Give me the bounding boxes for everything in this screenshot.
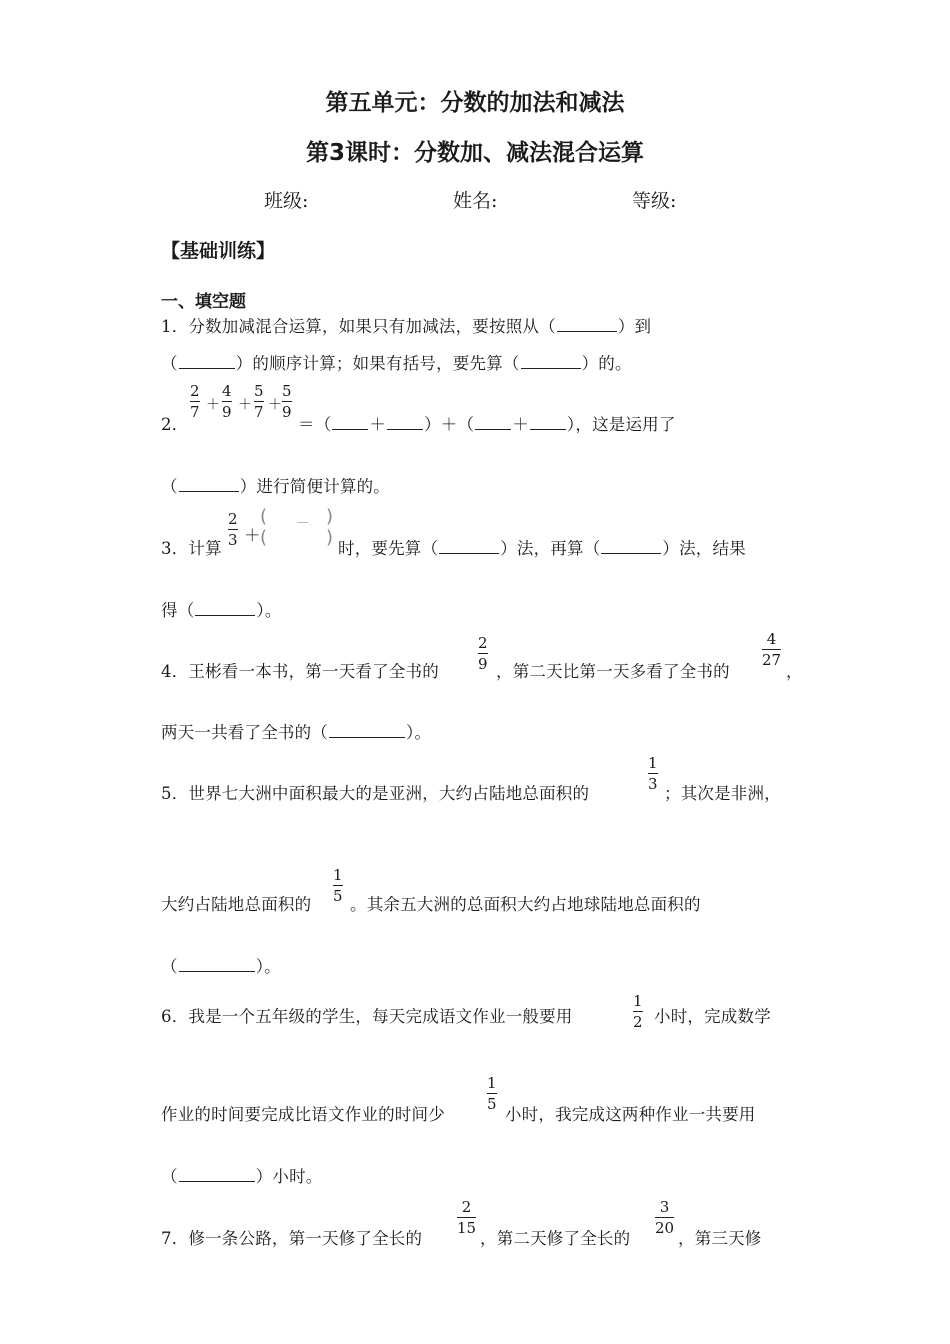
q2-fraction-3: $\frac{5}{7}$: [254, 382, 264, 421]
q2-text-d: ）进行简便计算的。: [239, 477, 391, 496]
q3-text-e: ）。: [256, 601, 282, 620]
q4-text-e: ）。: [406, 723, 432, 742]
q6-blank-1[interactable]: [179, 1167, 255, 1182]
q7-text-a: 7．修一条公路，第一天修了全长的: [161, 1229, 423, 1248]
q2-plus-4: ＋: [369, 415, 387, 434]
q2-mid: ）＋（: [424, 415, 475, 434]
q1-line1: [161, 313, 651, 337]
q3-paren-close: ) ): [326, 506, 334, 548]
q6-text-d: 小时，我完成这两种作业一共要用: [505, 1105, 756, 1124]
q4-line2: [161, 719, 431, 743]
q2-plus-2: ＋: [238, 397, 253, 413]
q7-fraction-2: $\frac{3}{20}$: [655, 1198, 675, 1237]
part-heading: 一、填空题: [161, 292, 246, 312]
q3-blank-3[interactable]: [195, 601, 255, 616]
q3-blank-1[interactable]: [439, 539, 499, 554]
q2-line2: [161, 473, 390, 497]
q7-text-c: ，第三天修: [678, 1229, 762, 1248]
q2-text-c: （: [161, 477, 178, 496]
q1-text-e: ）的。: [581, 354, 632, 373]
q3-minus: －: [296, 516, 310, 532]
q7-text-b: ，第二天修了全长的: [480, 1229, 631, 1248]
q5-text-a: 5．世界七大洲中面积最大的是亚洲，大约占陆地总面积的: [161, 784, 590, 803]
q2-fraction-4: $\frac{5}{9}$: [282, 382, 292, 421]
q5-text-e: （: [161, 957, 178, 976]
q1-text-d: ）的顺序计算；如果有括号，要先算（: [235, 354, 520, 373]
q6-text-e: （: [161, 1167, 178, 1186]
q5-text-f: ）。: [255, 957, 281, 976]
q5-fraction-1: $\frac{1}{3}$: [648, 754, 658, 793]
class-label: 班级:: [264, 190, 309, 212]
q2-blank-5[interactable]: [179, 477, 239, 492]
q4-fraction-2: $\frac{4}{27}$: [762, 630, 782, 669]
q6-fraction-1: $\frac{1}{2}$: [633, 992, 643, 1031]
q6-text-c: 作业的时间要完成比语文作业的时间少: [161, 1105, 445, 1124]
q1-text-b: ）到: [617, 317, 652, 336]
q4-text-b: ，第二天比第一天多看了全书的: [496, 662, 730, 681]
q3-text-c: ）法，结果: [662, 539, 746, 558]
q2-blank-1[interactable]: [332, 415, 368, 430]
q2-plus-5: ＋: [512, 415, 529, 434]
q2-blank-4[interactable]: [530, 415, 566, 430]
q6-text-f: ）小时。: [255, 1167, 323, 1186]
q6-line3: [161, 1163, 323, 1187]
q2-plus-1: ＋: [206, 397, 221, 413]
q1-line2: [161, 350, 632, 374]
q2-blank-3[interactable]: [475, 415, 511, 430]
q2-prefix: 2．: [161, 415, 189, 434]
lesson-subtitle: 第3课时：分数加、减法混合运算: [305, 140, 644, 166]
q3-prefix: 3．计算: [161, 539, 222, 558]
page-title: 第五单元：分数的加法和减法: [325, 90, 625, 116]
q4-fraction-1: $\frac{2}{9}$: [478, 634, 488, 673]
name-label: 姓名:: [453, 190, 498, 212]
q4-text-d: 两天一共看了全书的（: [161, 723, 328, 742]
q6-text-b: 小时，完成数学: [654, 1007, 771, 1026]
q2-end: ），这是运用了: [566, 415, 676, 434]
q1-blank-1[interactable]: [557, 317, 617, 332]
q4-text-a: 4．王彬看一本书，第一天看了全书的: [161, 662, 439, 681]
q2-line1: [298, 411, 676, 435]
q3-fraction: $\frac{2}{3}$: [228, 510, 238, 549]
q5-text-c: 大约占陆地总面积的: [161, 895, 312, 914]
q2-fraction-1: $\frac{2}{7}$: [190, 382, 200, 421]
q6-fraction-2: $\frac{1}{5}$: [487, 1074, 497, 1113]
q2-blank-2[interactable]: [387, 415, 423, 430]
q3-line1: [338, 535, 746, 559]
q4-blank-1[interactable]: [329, 723, 405, 738]
q1-blank-2[interactable]: [179, 354, 235, 369]
q1-text-a: 1．分数加减混合运算，如果只有加减法，要按照从（: [161, 317, 556, 336]
q6-text-a: 6．我是一个五年级的学生，每天完成语文作业一般要用: [161, 1007, 573, 1026]
q5-text-b: ；其次是非洲，: [664, 784, 781, 803]
q2-eq: ＝（: [298, 415, 332, 434]
q3-plus: ＋: [244, 526, 261, 545]
q3-text-d: 得（: [161, 601, 195, 620]
q1-blank-3[interactable]: [521, 354, 581, 369]
q3-text-b: ）法，再算（: [500, 539, 601, 558]
q5-line3: [161, 953, 281, 977]
q7-fraction-1: $\frac{2}{15}$: [457, 1198, 477, 1237]
q1-text-c: （: [161, 354, 178, 373]
q3-blank-2[interactable]: [601, 539, 661, 554]
q2-fraction-2: $\frac{4}{9}$: [222, 382, 232, 421]
section-heading: 【基础训练】: [161, 240, 276, 262]
q2-plus-3: ＋: [268, 397, 283, 413]
q5-blank-1[interactable]: [179, 957, 255, 972]
q5-text-d: 。其余五大洲的总面积大约占地球陆地总面积的: [350, 895, 701, 914]
q3-line2: [161, 597, 282, 621]
q5-fraction-2: $\frac{1}{5}$: [333, 866, 343, 905]
grade-label: 等级:: [632, 190, 677, 212]
q3-text-a: 时，要先算（: [338, 539, 439, 558]
q4-text-c: ，: [786, 662, 803, 681]
q3-paren-open: ( (: [260, 506, 268, 548]
